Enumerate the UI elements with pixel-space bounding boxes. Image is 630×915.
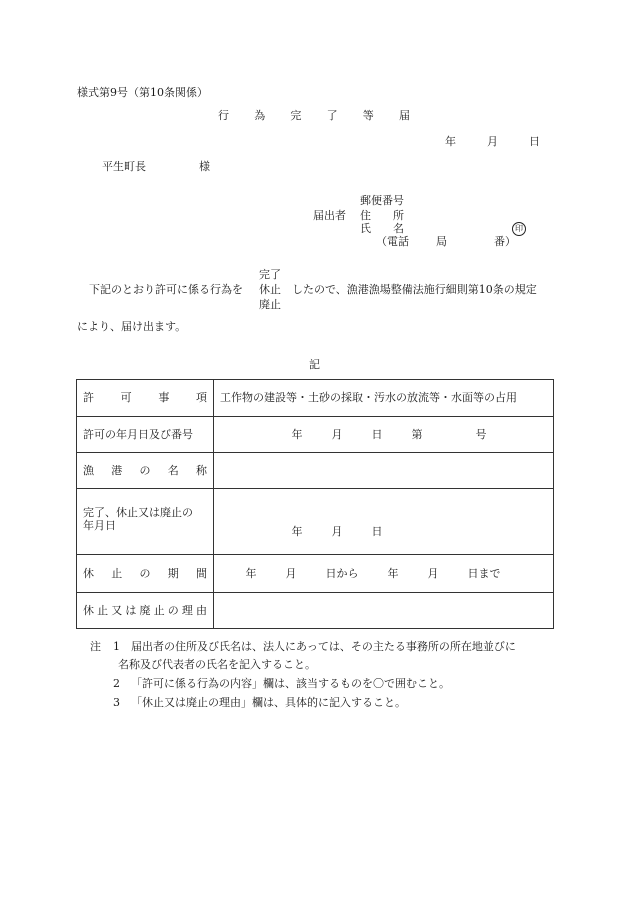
label-char: 漁 [83,463,94,477]
value-month: 月 [285,566,297,580]
label-char: 称 [196,463,207,477]
phone-open: （電話 [376,235,409,248]
label-char: 港 [111,463,123,477]
table-row [77,555,554,593]
value-suspension-period [214,555,554,593]
notifier-name: 氏 名 [360,222,404,235]
value-permit-date-number [214,417,554,453]
table-row [77,417,554,453]
label-char: 止 [111,566,123,580]
value-reason [214,593,554,629]
note-text: 届出者の住所及び氏名は、法人にあっては、その主たる事務所の所在地並びに [131,640,516,653]
label-char: 間 [196,566,207,580]
option-complete: 完了 [259,268,281,281]
label-char: の [139,566,151,580]
note-text: 「休止又は廃止の理由」欄は、具体的に記入すること。 [131,696,406,709]
label-char: 休 [83,566,94,580]
value-completion-date [214,489,554,555]
label-completion-date [77,489,214,555]
notifier-phone [376,235,516,248]
value-day: 日 [371,427,383,441]
title-char: 届 [398,109,410,122]
label-permit-matter [83,391,207,404]
label-char: 止 [153,603,165,617]
submission-date [445,135,540,148]
label-char: 可 [120,391,132,405]
value-permit-matter: 工作物の建設等・土砂の採取・汚水の放流等・水面等の占用 [214,380,554,417]
date-year: 年 [445,135,456,148]
body-suffix: したので、漁港漁場整備法施行細則第10条の規定 [292,283,537,296]
label-char: 又 [111,603,123,617]
title-char: 等 [362,109,374,122]
value-month: 月 [331,427,343,441]
value-port-name [214,453,554,489]
addressee [102,160,210,173]
title-char: 完 [290,109,302,122]
seal-mark: 印 [512,222,526,236]
label-suspension-period [83,567,207,580]
label-char: の [167,603,179,617]
title-char: 為 [254,109,266,122]
body-continuation: により、届け出ます。 [77,320,187,333]
value-number-suffix: 号 [475,427,487,441]
note-number: 3 [113,696,120,709]
notifier-label: 届出者 [313,209,346,222]
phone-office: 局 [436,235,447,248]
note-text: 「許可に係る行為の内容」欄は、該当するものを〇で囲むこと。 [131,677,450,690]
value-year: 年 [291,427,303,441]
value-day-from: 日から [325,566,359,580]
label-char: 由 [196,603,207,617]
notes-heading: 注 [90,640,101,653]
label-port-name [83,464,207,477]
value-year: 年 [245,566,257,580]
notifier-postal: 郵便番号 [360,194,404,207]
value-month: 月 [331,525,343,538]
addressee-honorific: 様 [199,160,210,173]
label-permit-date-number: 許可の年月日及び番号 [77,417,214,453]
note-number: 1 [113,640,120,653]
label-char: 項 [195,391,207,405]
body-prefix: 下記のとおり許可に係る行為を [89,283,243,296]
value-year: 年 [387,566,399,580]
form-number: 様式第9号（第10条関係） [77,86,208,99]
document-title [218,109,410,122]
option-abolish: 廃止 [259,298,281,311]
label-char: は [125,603,137,617]
date-month: 月 [487,135,498,148]
label-char: の [139,463,151,477]
label-char: 事 [158,391,170,405]
value-day: 日 [371,525,383,538]
label-line: 年月日 [83,519,116,533]
title-char: 行 [218,109,229,122]
value-number-prefix: 第 [411,427,423,441]
value-year: 年 [291,525,303,538]
value-month: 月 [427,566,439,580]
label-reason [83,604,207,617]
phone-number: 番） [494,235,516,248]
title-char: 了 [326,109,338,122]
note-number: 2 [113,677,120,690]
label-char: 期 [167,566,179,580]
value-day-until: 日まで [467,566,501,580]
notifier-address: 住 所 [360,209,404,222]
note-text: 名称及び代表者の氏名を記入すること。 [118,658,316,671]
table-row [77,453,554,489]
label-char: 休 [83,603,94,617]
date-day: 日 [529,135,540,148]
label-char: 廃 [139,603,151,617]
table-row [77,380,554,417]
label-char: 理 [181,603,193,617]
label-line: 完了、休止又は廃止の [83,506,193,519]
ki-heading: 記 [309,358,320,371]
table-row [77,593,554,629]
detail-table [76,379,554,629]
table-row [77,489,554,555]
option-suspend: 休止 [259,283,281,296]
label-char: 名 [167,463,179,477]
addressee-name: 平生町長 [102,160,146,173]
label-char: 止 [97,603,109,617]
label-char: 許 [83,391,94,405]
